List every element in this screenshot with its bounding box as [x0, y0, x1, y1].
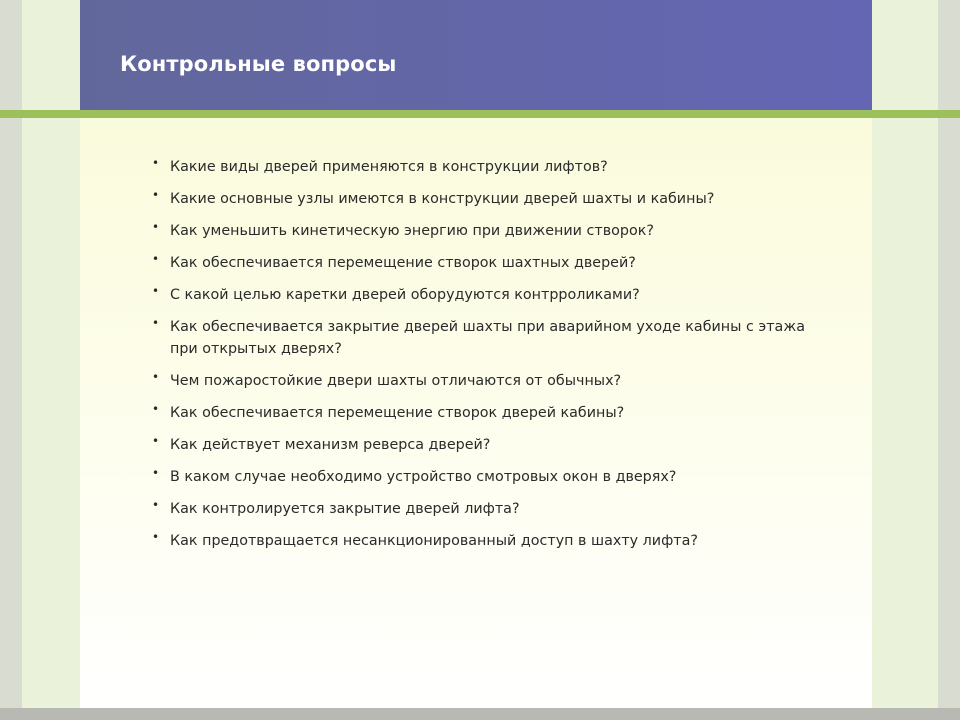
question-text: Как уменьшить кинетическую энергию при движении створок? [170, 223, 654, 239]
bullet-icon: • [152, 370, 160, 384]
question-text: Как действует механизм реверса дверей? [170, 437, 491, 453]
list-item [152, 156, 830, 178]
slide-header [80, 0, 872, 110]
slide-content [80, 118, 872, 708]
bullet-icon: • [152, 498, 160, 512]
list-item [152, 402, 830, 424]
list-item [152, 466, 830, 488]
question-text: Как обеспечивается закрытие дверей шахты при аварийном уходе кабины с этажа при открытых дверях? [170, 319, 805, 357]
question-text: Как обеспечивается перемещение створок дверей кабины? [170, 405, 625, 421]
left-outer-stripe [0, 0, 22, 720]
list-item [152, 530, 830, 552]
question-text: В каком случае необходимо устройство смотровых окон в дверях? [170, 469, 677, 485]
bullet-icon: • [152, 466, 160, 480]
question-list [152, 156, 830, 562]
left-inner-stripe [22, 0, 80, 720]
list-item [152, 252, 830, 274]
bullet-icon: • [152, 316, 160, 330]
list-item [152, 220, 830, 242]
bullet-icon: • [152, 434, 160, 448]
question-text: Чем пожаростойкие двери шахты отличаются от обычных? [170, 373, 622, 389]
bullet-icon: • [152, 402, 160, 416]
bullet-icon: • [152, 188, 160, 202]
list-item [152, 370, 830, 392]
bullet-icon: • [152, 156, 160, 170]
bottom-band [0, 708, 960, 720]
right-inner-stripe [872, 0, 938, 720]
question-text: Какие основные узлы имеются в конструкции дверей шахты и кабины? [170, 191, 715, 207]
bullet-icon: • [152, 284, 160, 298]
list-item [152, 188, 830, 210]
header-divider [0, 110, 960, 118]
list-item [152, 434, 830, 456]
bullet-icon: • [152, 252, 160, 266]
list-item [152, 284, 830, 306]
question-text: Какие виды дверей применяются в конструкции лифтов? [170, 159, 608, 175]
question-text: С какой целью каретки дверей оборудуются контрроликами? [170, 287, 640, 303]
slide-title: Контрольные вопросы [120, 52, 397, 76]
question-text: Как контролируется закрытие дверей лифта? [170, 501, 520, 517]
question-text: Как предотвращается несанкционированный доступ в шахту лифта? [170, 533, 698, 549]
list-item [152, 316, 830, 360]
bullet-icon: • [152, 530, 160, 544]
right-outer-stripe [938, 0, 960, 720]
question-text: Как обеспечивается перемещение створок шахтных дверей? [170, 255, 636, 271]
list-item [152, 498, 830, 520]
bullet-icon: • [152, 220, 160, 234]
